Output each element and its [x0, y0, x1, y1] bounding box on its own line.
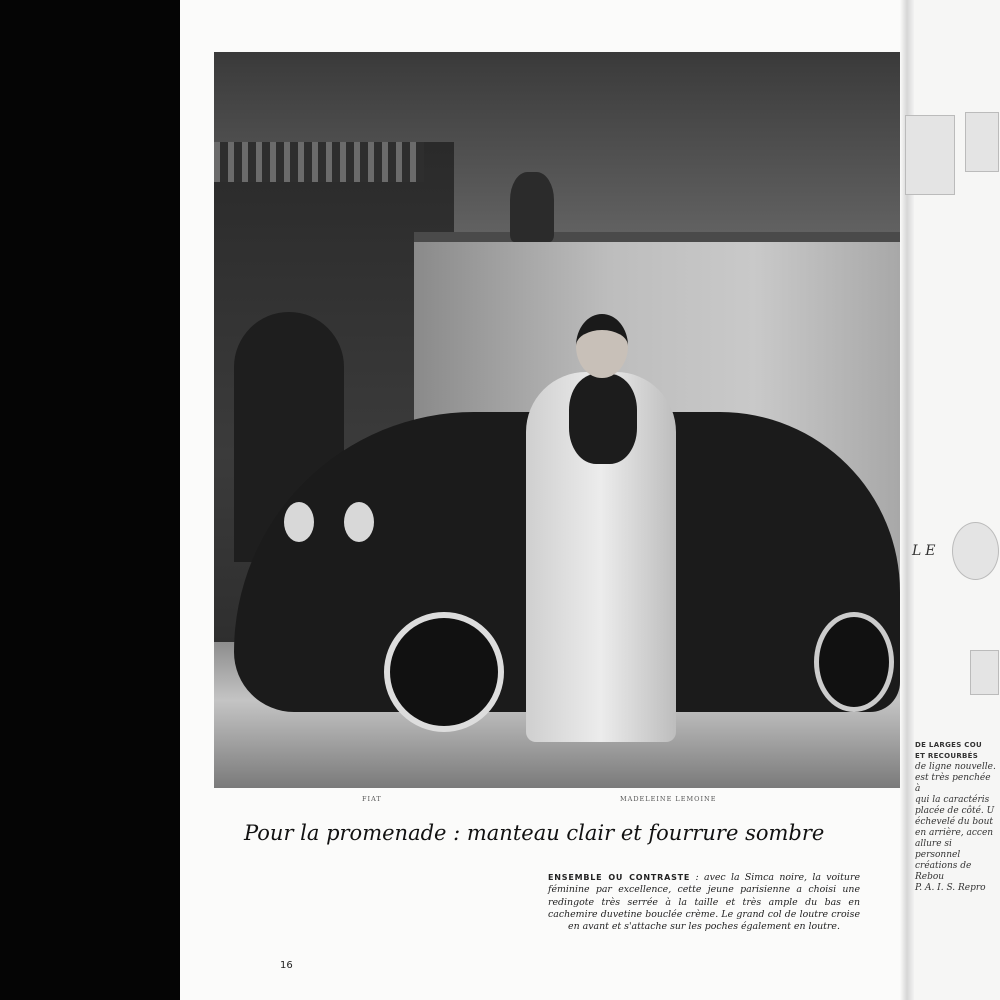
facing-line: P. A. I. S. Repro	[915, 883, 986, 893]
photo-credit-right: MADELEINE LEMOINE	[620, 795, 717, 803]
fur-collar	[569, 374, 637, 464]
background-black	[0, 0, 180, 1000]
article-body	[548, 872, 860, 933]
car-wheel	[814, 612, 894, 712]
facing-line: échevelé du bout	[915, 817, 993, 827]
clipping	[965, 112, 999, 172]
fashion-photograph	[214, 52, 900, 788]
facing-line: en arrière, accen	[915, 828, 994, 838]
car-wheel	[384, 612, 504, 732]
clipping	[952, 522, 999, 580]
facing-lead-2: ET RECOURBÉS	[915, 752, 979, 760]
facing-line: allure si personnel	[915, 839, 961, 860]
body-text: : avec la Simca noire, la voiture féminine par excellence, cette jeune parisienne a choisi une redingote très serrée à la taille et très ample du bas en cachemire duvetine bouclée crème. Le grand col de loutre croise en avant et s'attache sur les poches également en loutre.	[548, 872, 860, 933]
facing-line: est très penchée à	[915, 773, 991, 794]
stone-urn	[510, 172, 554, 242]
woman-head	[576, 314, 628, 378]
page-number: 16	[280, 960, 293, 971]
balustrade	[214, 142, 424, 182]
clipping	[970, 650, 999, 695]
photo-credit-left: FIAT	[362, 795, 382, 803]
lead-in: ENSEMBLE OU CONTRASTE	[548, 873, 691, 882]
facing-line: créations de Rebou	[915, 861, 972, 882]
facing-page-text	[915, 740, 998, 894]
facing-line: placée de côté. U	[915, 806, 995, 816]
headlamp	[284, 502, 314, 542]
facing-line: qui la caractéris	[915, 795, 990, 805]
article-title: Pour la promenade : manteau clair et fourrure sombre	[244, 821, 825, 845]
facing-line: de ligne nouvelle.	[915, 762, 996, 772]
clipping	[905, 115, 955, 195]
facing-fragment: LE	[912, 543, 940, 559]
headlamp	[344, 502, 374, 542]
facing-lead-1: DE LARGES COU	[915, 741, 982, 749]
